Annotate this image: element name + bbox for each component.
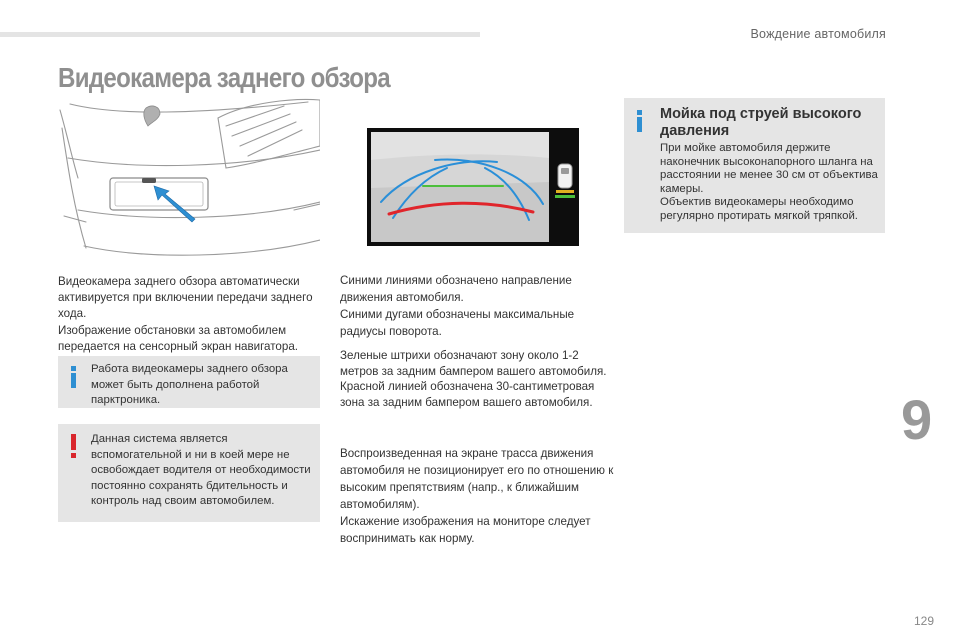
blue-lines-paragraph: Синими линиями обозначено направление движения автомобиля. Синими дугами обозначены максимальные радиусы поворота. [340,274,575,338]
page-title: Видеокамера заднего обзора [58,62,390,93]
warning-note-box [58,424,320,522]
green-red-lines-paragraph: Зеленые штрихи обозначают зону около 1-2 метров за задним бампером вашего автомобиля. Красной линией обозначена 30-сантиметровая зона за задним бампером вашего автомобиля. [340,349,607,409]
bumper-upper [68,150,320,166]
washing-info-box [624,98,885,233]
warning-note-text: Данная система является вспомогательной и ни в коей мере не освобождает водителя от необходимости постоянно сохранять бдительность и контроль над своим автомобилем. [91,433,311,508]
camera-lens [142,178,156,183]
header-rule [0,32,480,37]
washing-info-title: Мойка под струей высокого давления [660,106,862,139]
tail-light-lines [226,106,302,156]
intro-paragraph: Видеокамера заднего обзора автоматически активируется при включении передачи заднего хода. Изображение обстановки за автомобилем передается на сенсорный экран навигатора. [58,275,313,353]
lion-logo [144,106,160,126]
info-icon [637,110,642,132]
camera-display-illustration [367,128,579,246]
car-rear-camera-illustration [58,98,320,270]
washing-info-text: При мойке автомобиля держите наконечник высоконапорного шланга на расстоянии не менее 30 см от объектива камеры. Объектив видеокамеры необходимо регулярно протирать мягкой тряпкой. [660,142,878,222]
car-top-view-icon [555,164,575,198]
bumper-lower [84,240,320,255]
left-lamp-hint [60,110,78,178]
running-header: Вождение автомобиля [750,27,886,41]
body-contour-left [62,128,86,248]
warning-icon [71,434,76,458]
info-note-text: Работа видеокамеры заднего обзора может быть дополнена работой парктроника. [91,363,288,407]
trajectory-paragraph: Воспроизведенная на экране трасса движения автомобиля не позиционирует его по отношению к высоким препятствиям (напр., к ближайшим автомобилям). Искажение изображения на мониторе следует воспринимать как норму. [340,447,614,545]
chapter-number: 9 [901,388,933,451]
reflector-left [64,216,86,222]
info-icon [71,366,76,388]
info-note-box [58,356,320,408]
page-number: 129 [913,614,934,628]
